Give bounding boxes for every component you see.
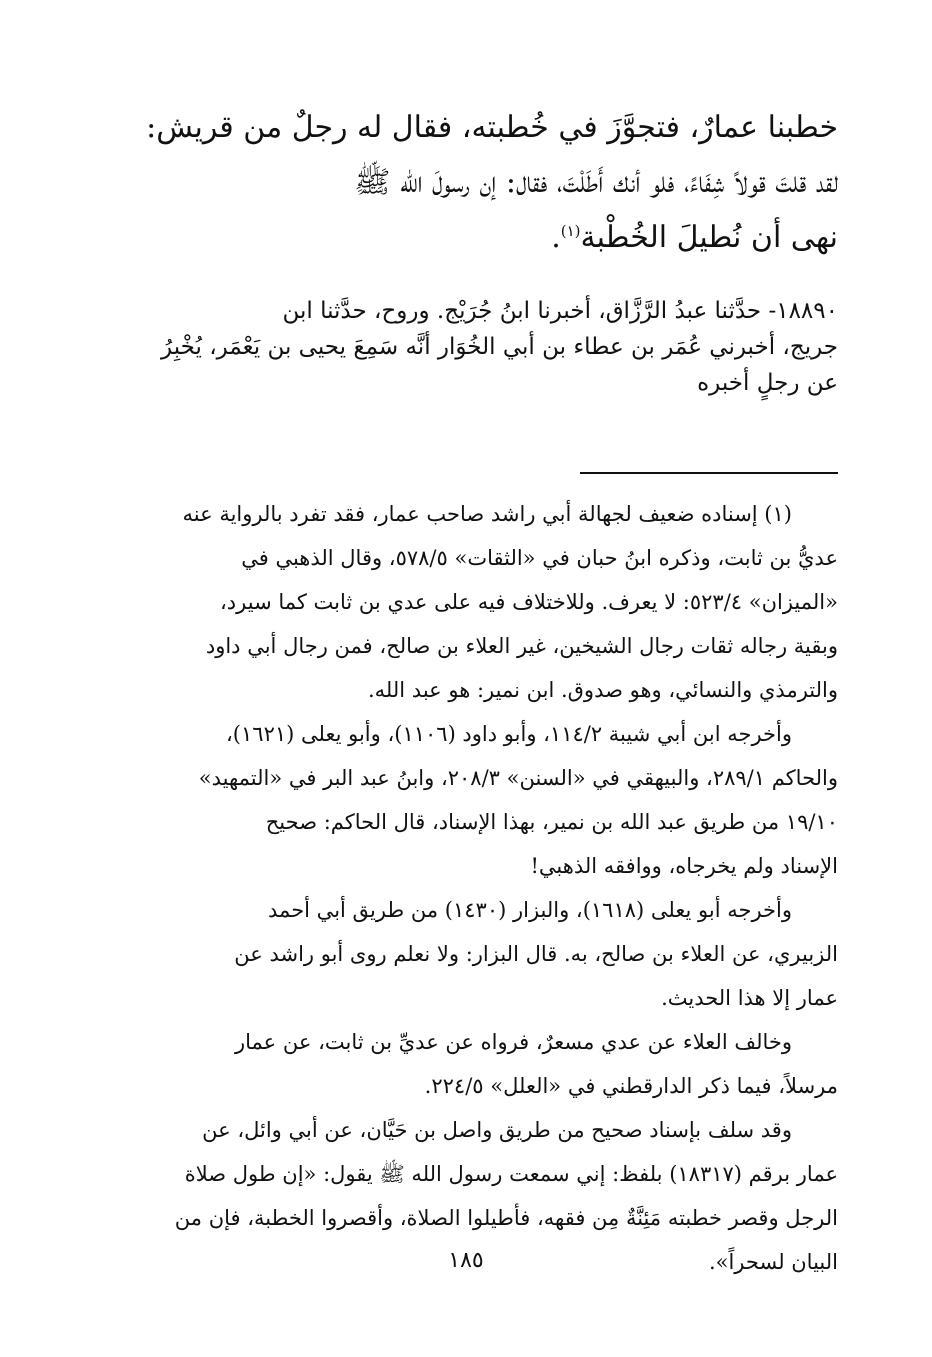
footnote-divider [580,472,838,474]
footnote-line: ١٩/١٠ من طريق عبد الله بن نمير، بهذا الإسناد، قال الحاكم: صحيح [265,810,838,834]
footnote-paragraph [132,888,838,1020]
footnote-line: (١) إسناده ضعيف لجهالة أبي راشد صاحب عمار، فقد تفرد بالرواية عنه [182,502,792,526]
footnotes [132,492,838,1284]
footnote-line: الإسناد ولم يخرجاه، ووافقه الذهبي! [530,854,838,878]
footnote-line: البيان لسحراً». [708,1250,838,1274]
main-line: لقد قلتَ قولاً شِفَاءً، فلو أنك أَطَلْتَ، فقال: إن رسولَ الله ﷺ [354,165,838,200]
footnote-paragraph [132,1020,838,1108]
footnote-line: والترمذي والنسائي، وهو صدوق. ابن نمير: هو عبد الله. [368,678,838,702]
footnote-line: عمار برقم (١٨٣١٧) بلفظ: إني سمعت رسول الله ﷺ يقول: «إن طول صلاة [184,1162,838,1186]
footnote-line: عديُّ بن ثابت، وذكره ابنُ حبان في «الثقات» ٥٧٨/٥، وقال الذهبي في [241,546,838,570]
main-line: خطبنا عمارٌ، فتجوَّزَ في خُطبته، فقال له رجلٌ من قريش: [146,110,838,145]
hadith-line: جريج، أخبرني عُمَر بن عطاء بن أبي الخُوَار أنَّه سَمِعَ يحيى بن يَعْمَر، يُخْبِرُ [161,334,838,360]
footnote-line: الزبيري، عن العلاء بن صالح، به. قال البزار: ولا نعلم روى أبو راشد عن [234,942,838,966]
footnote-line: وبقية رجاله ثقات رجال الشيخين، غير العلاء بن صالح، فمن رجال أبي داود [205,634,838,658]
footnote-line: مرسلاً، فيما ذكر الدارقطني في «العلل» ٢٢٤/٥. [424,1074,838,1098]
hadith-line: ١٨٨٩٠- حدَّثنا عبدُ الرَّزَّاق، أخبرنا ابنُ جُرَيْج. وروح، حدَّثنا ابن [282,298,838,324]
footnote-line: وقد سلف بإسناد صحيح من طريق واصل بن حَيَّان، عن أبي وائل، عن [202,1118,792,1142]
footnote-line: الرجل وقصر خطبته مَئِنَّةٌ مِن فقهه، فأطيلوا الصلاة، وأقصروا الخطبة، فإن من [174,1206,838,1230]
main-line: نهى أن نُطيلَ الخُطْبة$^{(١)}$. [551,220,838,255]
page-number: ١٨٥ [448,1248,484,1273]
main-text [132,100,838,265]
footnote-line: «الميزان» ٥٢٣/٤: لا يعرف. وللاختلاف فيه على عدي بن ثابت كما سيرد، [220,590,838,614]
footnote-paragraph [132,712,838,888]
footnote-marker[interactable]: (١) [560,222,581,240]
footnote-line: وأخرجه ابن أبي شيبة ١١٤/٢، وأبو داود (١١٠٦)، وأبو يعلى (١٦٢١)، [226,722,792,746]
footnote-line: عمار إلا هذا الحديث. [661,986,838,1010]
footnote-paragraph [132,492,838,712]
footnote-line: وخالف العلاء عن عدي مسعرٌ، فرواه عن عديِّ بن ثابت، عن عمار [235,1030,792,1054]
footnote-line: والحاكم ٢٨٩/١، والبيهقي في «السنن» ٢٠٨/٣، وابنُ عبد البر في «التمهيد» [198,766,838,790]
footnote-line: وأخرجه أبو يعلى (١٦١٨)، والبزار (١٤٣٠) من طريق أبي أحمد [268,898,792,922]
hadith-line: عن رجلٍ أخبره [697,370,838,396]
hadith-text [132,293,838,401]
